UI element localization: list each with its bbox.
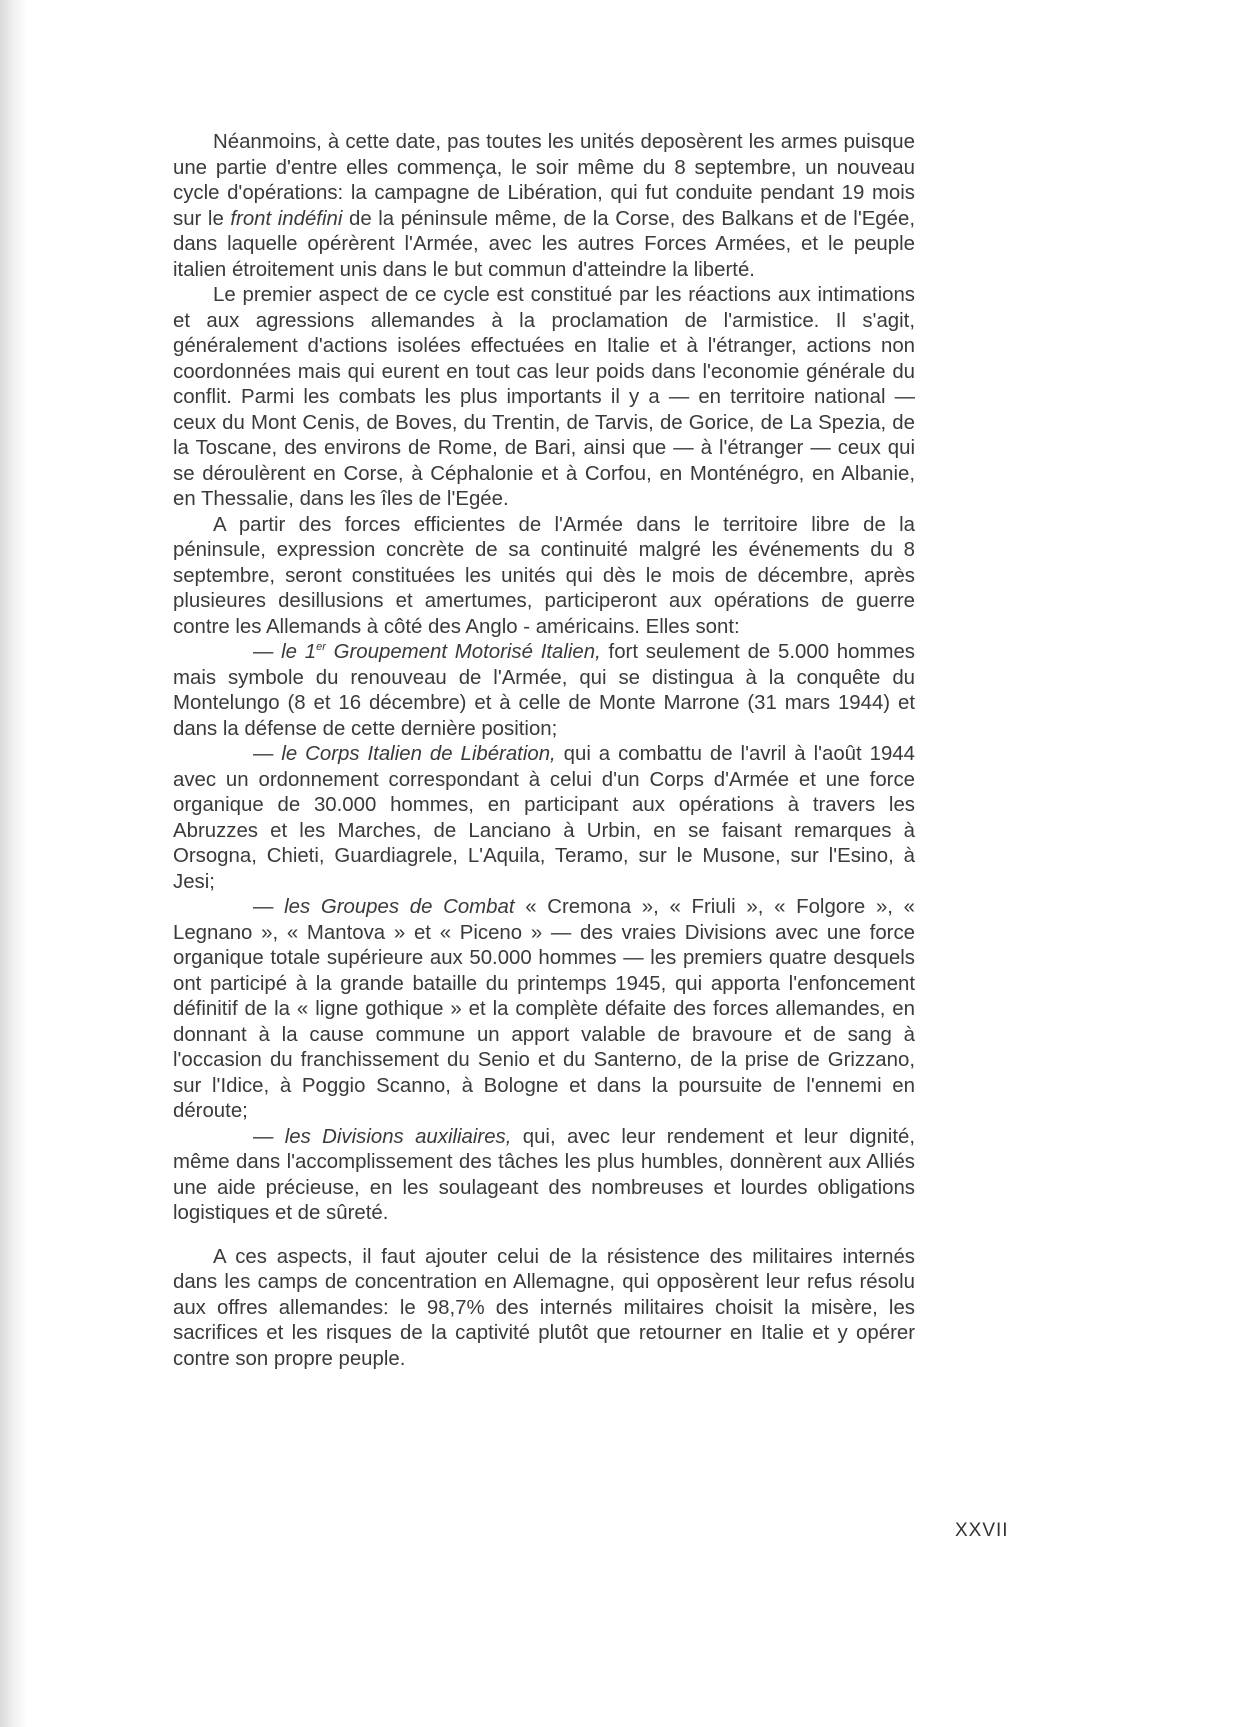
list-item-paragraph [173, 742, 915, 895]
text-run: de la péninsule même, de la Corse, des Balkans et de l'Egée, dans laquelle opérèrent l'Armée, avec les autres Forces Armées, et le peuple italien étroitement unis dans le but commun d'atteindre la liberté. [173, 207, 915, 281]
scan-edge-shadow [0, 0, 28, 1727]
list-item-paragraph [173, 1125, 915, 1227]
text-run: — [253, 1125, 285, 1148]
paragraph [173, 283, 915, 513]
italic-text: les Divisions auxiliaires, [284, 1125, 512, 1148]
text-run: qui, avec leur rendement et leur dignité, même dans l'accomplissement des tâches les plus humbles, donnèrent aux Alliés une aide précieuse, en les soulageant des nombreuses et lourdes obligations logistiques et de sûreté. [173, 1125, 915, 1224]
text-run: A partir des forces efficientes de l'Armée dans le territoire libre de la péninsule, expression concrète de sa continuité malgré les événements du 8 septembre, seront constituées les unités qui dès le mois de décembre, après plusieures desillusions et amertumes, participeront aux opérations de guerre contre les Allemands à côté des Anglo - américains. Elles sont: [173, 513, 915, 638]
text-run: qui a combattu de l'avril à l'août 1944 avec un ordonnement correspondant à celui d'un Corps d'Armée et une force organique de 30.000 hommes, en participant aux opérations à travers les Abruzzes et les Marches, de Lanciano à Urbin, en se faisant remarques à Orsogna, Chieti, Guardiagrele, L'Aquila, Teramo, sur le Musone, sur l'Esino, à Jesi; [173, 743, 915, 893]
text-run: Le premier aspect de ce cycle est constitué par les réactions aux intimations et aux agressions allemandes à la proclamation de l'armistice. Il s'agit, généralement d'actions isolées effectuées en Italie et à l'étranger, actions non coordonnées mais qui eurent en tout cas leur poids dans l'economie générale du conflit. Parmi les combats les plus importants il y a — en territoire national — ceux du Mont Cenis, de Boves, du Trentin, de Tarvis, de Gorice, de La Spezia, de la Toscane, des environs de Rome, de Bari, ainsi que — à l'étranger — ceux qui se déroulèrent en Corse, à Céphalonie et à Corfou, en Monténégro, en Albanie, en Thessalie, dans les îles de l'Egée. [173, 284, 915, 510]
text-run: Néanmoins, à cette date, pas toutes les unités deposèrent les armes puisque une partie d'entre elles commença, le soir même du 8 septembre, un nouveau cycle d'opérations: la campagne de Libération, qui fut conduite pendant 19 mois sur le [173, 131, 915, 230]
italic-text: les Groupes de Combat [284, 896, 515, 918]
text-run: — [253, 641, 282, 663]
italic-text: Groupement Motorisé Italien, [325, 641, 601, 663]
italic-text: le 1 [281, 641, 317, 663]
text-run: — [253, 743, 282, 765]
text-run: — [253, 896, 285, 918]
text-run: « Cremona », « Friuli », « Folgore », « Legnano », « Mantova » et « Piceno » — des vraies Divisions avec une force organique totale supérieure aux 50.000 hommes — les premiers quatre desquels ont participé à la grande bataille du printemps 1945, qui apporta l'enfoncement définitif de la « ligne gothique » et la complète défaite des forces allemandes, en donnant à la cause commune un apport valable de bravoure et de sang à l'occasion du franchissement du Senio et du Santerno, de la prise de Grizzano, sur l'Idice, à Poggio Scanno, à Bologne et dans la poursuite de l'ennemi en déroute; [173, 896, 915, 1122]
page-number: XXVII [955, 1520, 1009, 1541]
text-run: fort seulement de 5.000 hommes mais symbole du renouveau de l'Armée, qui se distingua à la conquête du Montelungo (8 et 16 décembre) et à celle de Monte Marrone (31 mars 1944) et dans la défense de cette dernière position; [173, 641, 915, 740]
paragraph [173, 130, 915, 283]
paragraph [173, 1245, 915, 1373]
text-run: A ces aspects, il faut ajouter celui de la résistence des militaires internés dans les camps de concentration en Allemagne, qui opposèrent leur refus résolu aux offres allemandes: le 98,7% des internés militaires choisit la misère, les sacrifices et les risques de la captivité plutôt que retourner en Italie et y opérer contre son propre peuple. [173, 1245, 915, 1370]
list-item-paragraph [173, 895, 915, 1125]
list-item-paragraph [173, 640, 915, 742]
paragraph [173, 513, 915, 641]
body-text [173, 130, 915, 1372]
italic-text: er [316, 641, 326, 654]
italic-text: le Corps Italien de Libération, [281, 743, 556, 765]
italic-text: front indéfini [230, 207, 343, 230]
